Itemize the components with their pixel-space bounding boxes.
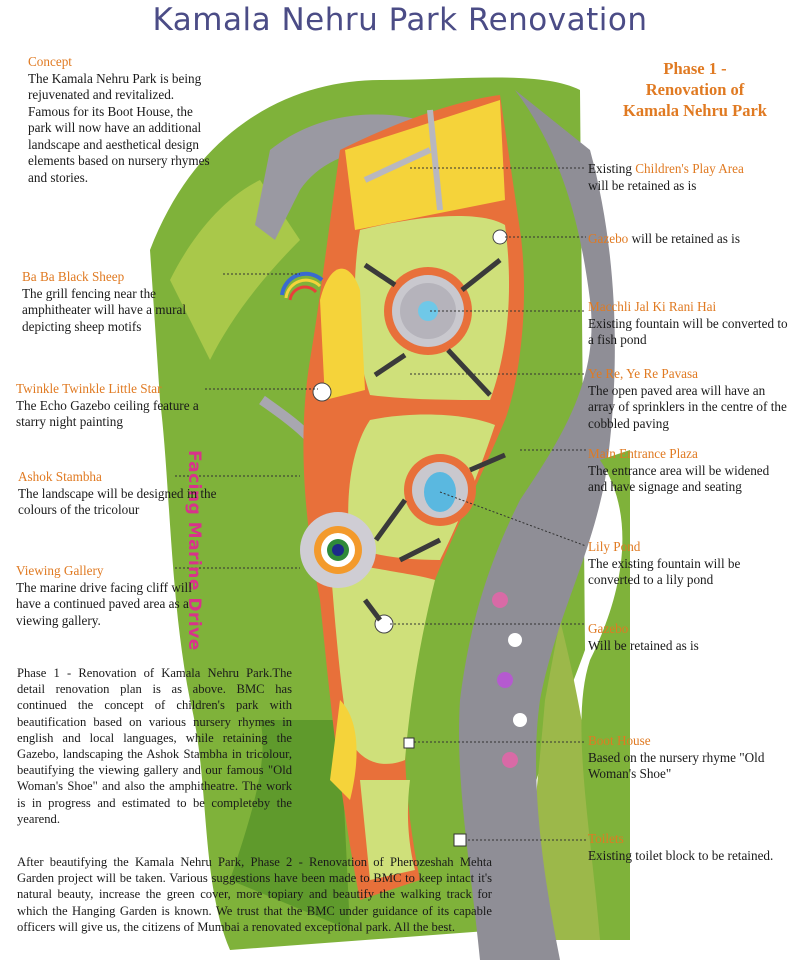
annotation-concept bbox=[28, 54, 218, 186]
page-title: Kamala Nehru Park Renovation bbox=[152, 2, 648, 38]
annotation-text: will be retained as is bbox=[628, 231, 740, 246]
annotation-toilets bbox=[588, 831, 788, 864]
annotation-macchli-jal bbox=[588, 299, 788, 349]
annotation-heading: Ye Re, Ye Re Pavasa bbox=[588, 366, 699, 381]
annotation-heading: Boot House bbox=[588, 733, 651, 748]
annotation-heading: Concept bbox=[28, 54, 72, 69]
annotation-text: The marine drive facing cliff will have a continued paved area as a viewing gallery. bbox=[16, 579, 192, 628]
annotation-childrens-play-area bbox=[588, 161, 798, 194]
annotation-heading: Gazebo bbox=[588, 231, 629, 246]
annotation-lily-pond bbox=[588, 539, 788, 589]
annotation-heading: Main Entrance Plaza bbox=[588, 446, 698, 461]
annotation-text: Will be retained as is bbox=[588, 637, 699, 653]
annotation-text: The Kamala Nehru Park is being rejuvenated and revitalized. Famous for its Boot House, the park will now have an additional landscape and aesthetical design elements based on nursery rhymes and stories. bbox=[28, 70, 210, 185]
annotation-gazebo-bottom bbox=[588, 621, 788, 654]
body-paragraph-phase2: After beautifying the Kamala Nehru Park, Phase 2 - Renovation of Pherozeshah Mehta Garden project will be taken. Various suggestions have been made to BMC to keep intact it's natural beauty, increase the green cover, more topiary and beautify the walking track for which the Hanging Garden is known. We trust that the BMC under guidance of its capable officers will give us, the citizens of Mumbai a renovated exceptional park. All the best. bbox=[17, 855, 492, 934]
annotation-main-entrance-plaza bbox=[588, 446, 788, 496]
phase-heading bbox=[600, 58, 790, 121]
annotation-text: Based on the nursery rhyme "Old Woman's Shoe" bbox=[588, 749, 765, 781]
facing-marine-drive-label: Facing Marine Drive bbox=[184, 450, 204, 651]
annotation-heading: Viewing Gallery bbox=[16, 563, 104, 578]
annotation-text: The entrance area will be widened and have signage and seating bbox=[588, 462, 770, 494]
annotation-text: The existing fountain will be converted to a lily pond bbox=[588, 555, 741, 587]
annotation-boot-house bbox=[588, 733, 788, 783]
annotation-gazebo-top bbox=[588, 231, 798, 248]
annotation-heading: Toilets bbox=[588, 831, 624, 846]
lily-pond bbox=[404, 454, 476, 526]
phase-heading-line: Renovation of bbox=[645, 80, 745, 99]
annotation-ye-re-pavasa bbox=[588, 366, 788, 432]
annotation-text: Existing toilet block to be retained. bbox=[588, 847, 774, 863]
phase-heading-line: Kamala Nehru Park bbox=[623, 101, 767, 120]
annotation-ba-ba-black-sheep bbox=[22, 269, 222, 335]
body-paragraph-phase1: Phase 1 - Renovation of Kamala Nehru Park.The detail renovation plan is as above. BMC has continued the concept of children's park with beautification based on various nursery rhymes in english and local languages, while retaining the Gazebo, landscaping the Ashok Stambha in tricolour, beautifying the viewing gallery and our famous "Old Woman's Shoe" and also the amphitheatre. The work is in progress and estimated to be completeby the yearend. bbox=[17, 666, 292, 826]
annotation-prefix: Existing bbox=[588, 161, 636, 176]
annotation-text: will be retained as is bbox=[588, 177, 697, 193]
annotation-ashok-stambha bbox=[18, 469, 218, 519]
annotation-heading: Ashok Stambha bbox=[18, 469, 102, 484]
phase-heading-line: Phase 1 - bbox=[663, 59, 727, 78]
annotation-viewing-gallery bbox=[16, 563, 216, 629]
annotation-text: The open paved area will have an array of sprinklers in the centre of the cobbled paving bbox=[588, 382, 787, 431]
annotation-heading: Macchli Jal Ki Rani Hai bbox=[588, 299, 717, 314]
annotation-heading: Children's Play Area bbox=[635, 161, 744, 176]
annotation-heading: Lily Pond bbox=[588, 539, 641, 554]
annotation-twinkle-twinkle bbox=[16, 381, 216, 431]
annotation-heading: Ba Ba Black Sheep bbox=[22, 269, 125, 284]
annotation-heading: Twinkle Twinkle Little Star bbox=[16, 381, 162, 396]
ashok-stambha bbox=[300, 512, 376, 588]
annotation-text: The Echo Gazebo ceiling feature a starry night painting bbox=[16, 397, 199, 429]
annotation-text: The landscape will be designed in the colours of the tricolour bbox=[18, 485, 217, 517]
annotation-heading: Gazebo bbox=[588, 621, 629, 636]
annotation-text: The grill fencing near the amphitheater will have a mural depicting sheep motifs bbox=[22, 285, 187, 334]
annotation-text: Existing fountain will be converted to a fish pond bbox=[588, 315, 788, 347]
